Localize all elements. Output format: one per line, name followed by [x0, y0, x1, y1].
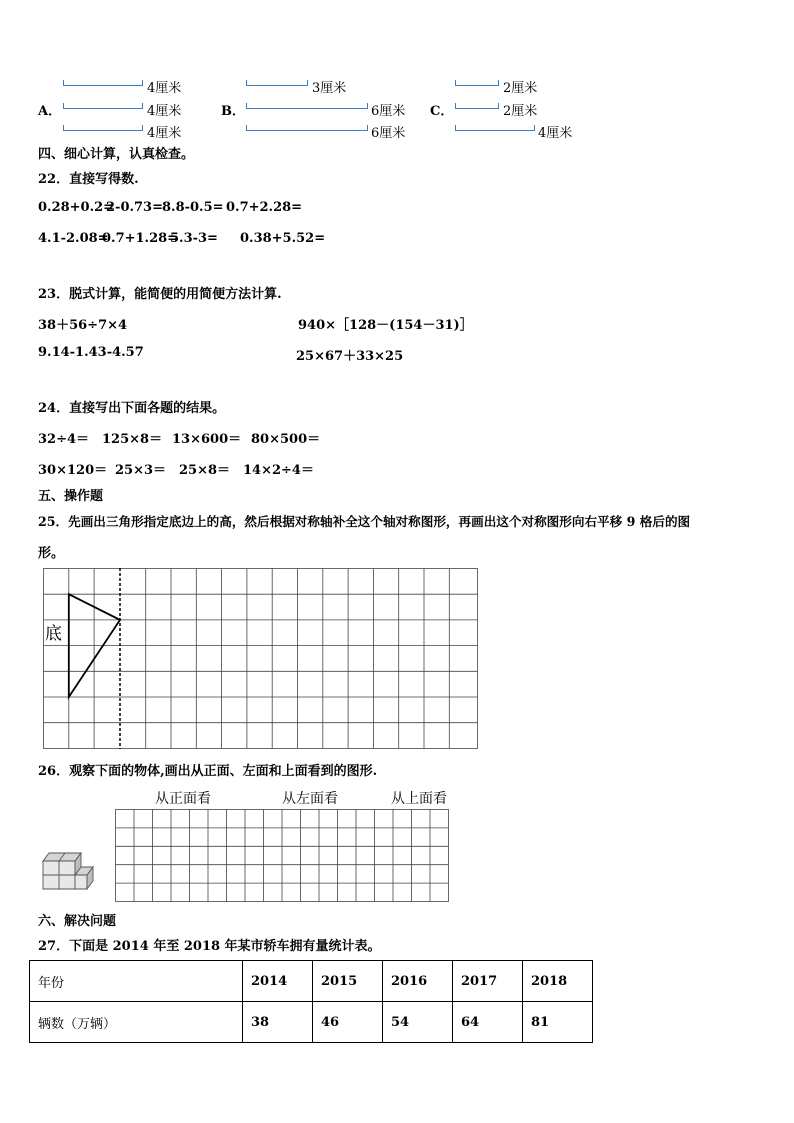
question-title: 24．直接写出下面各题的结果。 [38, 401, 226, 416]
question-title: 23．脱式计算，能简便的用简便方法计算. [38, 287, 282, 302]
segment [455, 125, 535, 131]
expression: 30×120＝ [38, 463, 108, 478]
header-cell: 2014 [243, 961, 313, 1002]
option-letter: C． [430, 104, 454, 119]
value-cell: 38 [243, 1002, 313, 1043]
segment-length: 4厘米 [147, 81, 182, 96]
expression: 13×600＝ [172, 432, 242, 447]
value-cell: 64 [453, 1002, 523, 1043]
value-cell: 46 [313, 1002, 383, 1043]
expression: 14×2÷4＝ [243, 463, 314, 478]
question-title-cont: 形。 [38, 546, 65, 561]
question-title: 26．观察下面的物体,画出从正面、左面和上面看到的图形. [38, 764, 378, 779]
segment [63, 103, 143, 109]
segment [455, 103, 499, 109]
q26-grid[interactable] [115, 809, 450, 903]
q25-grid[interactable] [43, 568, 479, 750]
option-letter: A． [38, 104, 62, 119]
segment [246, 125, 368, 131]
segment-length: 4厘米 [538, 126, 573, 141]
segment [455, 80, 499, 86]
header-cell: 2018 [523, 961, 593, 1002]
vehicle-stats-table [29, 960, 593, 1043]
expression: 8.8-0.5= [162, 200, 224, 215]
segment [246, 103, 368, 109]
row-label-cell: 辆数（万辆） [30, 1002, 243, 1043]
expression: 80×500＝ [251, 432, 321, 447]
base-label: 底 [45, 624, 62, 644]
expression: 25×8＝ [179, 463, 231, 478]
header-cell: 年份 [30, 961, 243, 1002]
segment [63, 125, 143, 131]
segment [63, 80, 143, 86]
expression: 2-0.73= [106, 200, 163, 215]
expression: 0.7+1.28= [102, 231, 179, 246]
expression: 38＋56÷7×4 [38, 318, 128, 333]
segment [246, 80, 308, 86]
question-title: 27．下面是 2014 年至 2018 年某市轿车拥有量统计表。 [38, 939, 381, 954]
expression: 0.28+0.2= [38, 200, 115, 215]
cube-stack-figure [37, 849, 95, 891]
expression: 940×［128－(154－31)］ [298, 318, 473, 333]
expression: 125×8＝ [102, 432, 163, 447]
section-heading: 四、细心计算，认真检查。 [38, 147, 195, 162]
header-cell: 2016 [383, 961, 453, 1002]
view-label-top: 从上面看 [391, 791, 447, 807]
expression: 0.38+5.52= [240, 231, 326, 246]
value-cell: 54 [383, 1002, 453, 1043]
table-row [30, 1002, 593, 1043]
expression: 4.1-2.08= [38, 231, 109, 246]
section-heading: 五、操作题 [38, 489, 104, 504]
segment-length: 4厘米 [147, 104, 182, 119]
header-cell: 2015 [313, 961, 383, 1002]
expression: 0.7+2.28= [226, 200, 303, 215]
question-title: 25．先画出三角形指定底边上的高，然后根据对称轴补全这个轴对称图形，再画出这个对称图形向右平移 9 格后的图 [38, 514, 691, 529]
question-title: 22．直接写得数. [38, 172, 139, 187]
expression: 5.3-3= [170, 231, 218, 246]
expression: 32÷4＝ [38, 432, 90, 447]
option-letter: B． [221, 104, 245, 119]
section-heading: 六、解决问题 [38, 914, 117, 929]
table-row [30, 961, 593, 1002]
expression: 9.14-1.43-4.57 [38, 345, 144, 360]
view-label-left: 从左面看 [282, 791, 338, 807]
header-cell: 2017 [453, 961, 523, 1002]
segment-length: 3厘米 [312, 81, 347, 96]
expression: 25×3＝ [115, 463, 167, 478]
segment-length: 2厘米 [503, 81, 538, 96]
expression: 25×67＋33×25 [296, 349, 404, 364]
segment-length: 6厘米 [371, 104, 406, 119]
segment-length: 6厘米 [371, 126, 406, 141]
segment-length: 2厘米 [503, 104, 538, 119]
view-label-front: 从正面看 [155, 791, 211, 807]
value-cell: 81 [523, 1002, 593, 1043]
segment-length: 4厘米 [147, 126, 182, 141]
